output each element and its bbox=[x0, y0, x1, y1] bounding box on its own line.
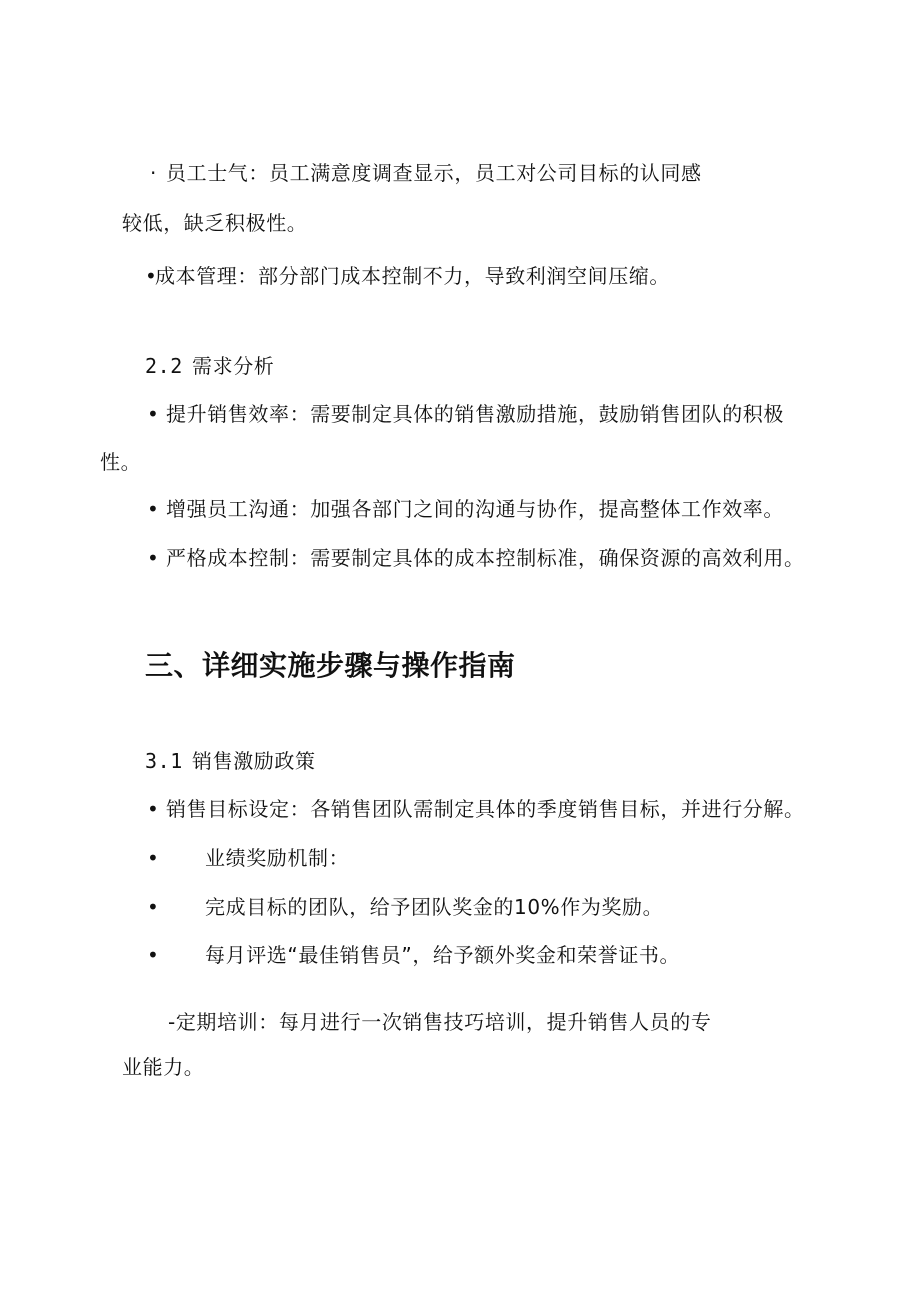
team-bonus-line: 完成目标的团队，给予团队奖金的10%作为奖励。 bbox=[205, 895, 664, 919]
bullet-marker: · bbox=[150, 161, 157, 185]
bullet-marker: • bbox=[147, 546, 159, 570]
bullet-marker: • bbox=[147, 497, 159, 521]
subsection-3-1-number: 3.1 bbox=[145, 749, 183, 773]
bullet-marker: • bbox=[147, 402, 159, 426]
bullet-marker: • bbox=[147, 943, 159, 967]
bullet-marker: • bbox=[147, 895, 159, 919]
section-3-heading: 三、详细实施步骤与操作指南 bbox=[145, 649, 516, 682]
need-sales-efficiency-line-2: 性。 bbox=[100, 450, 142, 474]
need-sales-efficiency-line-1: 提升销售效率：需要制定具体的销售激励措施，鼓励销售团队的积极 bbox=[166, 402, 784, 426]
cost-management-line: 成本管理：部分部门成本控制不力，导致利润空间压缩。 bbox=[155, 264, 670, 288]
bullet-marker: • bbox=[147, 797, 159, 821]
need-cost-control-line: 严格成本控制：需要制定具体的成本控制标准，确保资源的高效利用。 bbox=[166, 546, 805, 570]
morale-line-1: 员工士气：员工满意度调查显示，员工对公司目标的认同感 bbox=[166, 161, 702, 185]
best-salesperson-line: 每月评选“最佳销售员”，给予额外奖金和荣誉证书。 bbox=[205, 943, 681, 967]
subsection-2-2-title: 需求分析 bbox=[192, 354, 275, 378]
training-line-2: 业能力。 bbox=[122, 1055, 205, 1079]
need-communication-line: 增强员工沟通：加强各部门之间的沟通与协作，提高整体工作效率。 bbox=[166, 497, 784, 521]
bullet-marker: • bbox=[145, 264, 157, 288]
subsection-2-2-number: 2.2 bbox=[145, 354, 183, 378]
morale-line-2: 较低，缺乏积极性。 bbox=[122, 211, 308, 235]
subsection-3-1-title: 销售激励政策 bbox=[192, 749, 316, 773]
sales-target-line: 销售目标设定：各销售团队需制定具体的季度销售目标，并进行分解。 bbox=[166, 797, 805, 821]
training-line-1: -定期培训：每月进行一次销售技巧培训，提升销售人员的专 bbox=[168, 1010, 712, 1034]
performance-reward-line: 业绩奖励机制： bbox=[205, 846, 350, 870]
bullet-marker: • bbox=[147, 846, 159, 870]
